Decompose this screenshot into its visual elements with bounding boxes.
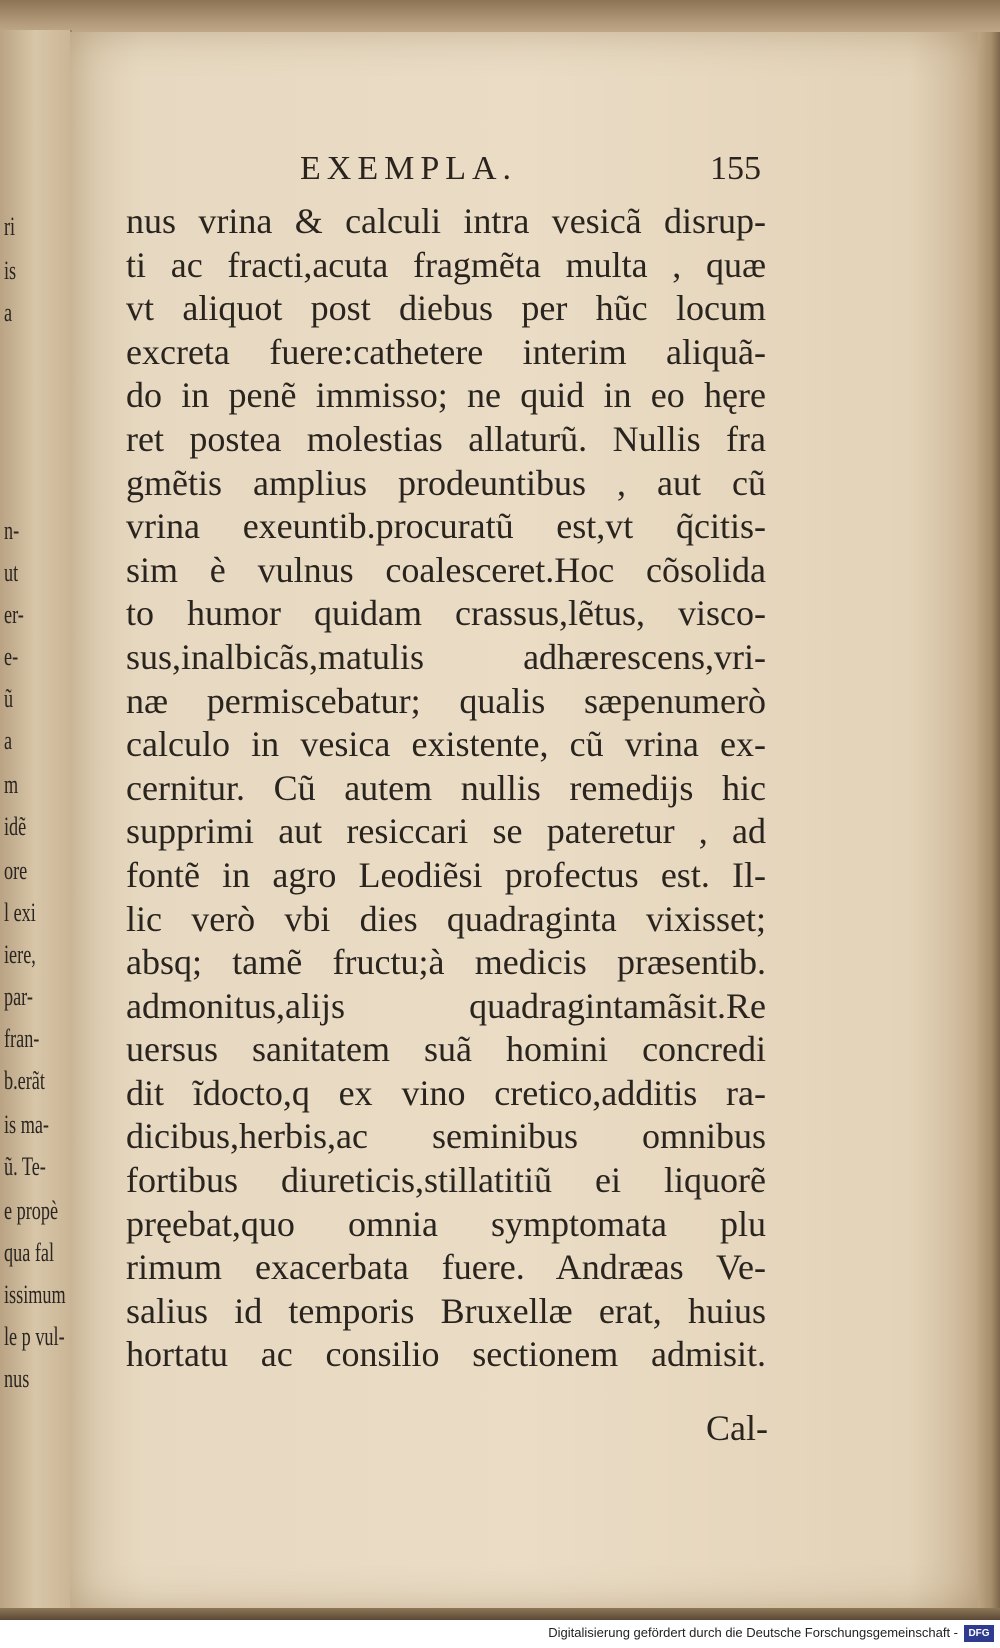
facing-page-fragment: ri bbox=[4, 212, 16, 241]
facing-page-fragment: le p vul- bbox=[4, 1322, 65, 1351]
text-line: calculo in vesica existente, cũ vrina ex- bbox=[126, 724, 766, 765]
facing-page-strip bbox=[0, 30, 72, 1610]
text-line: vrina exeuntib.procuratũ est,vt q̃citis- bbox=[126, 506, 766, 547]
text-line: sim è vulnus coalesceret.Hoc cõsolida bbox=[126, 549, 766, 590]
facing-page-fragment: e propè bbox=[4, 1196, 59, 1225]
text-line: ti ac fracti,acuta fragmẽta multa , quæ bbox=[126, 244, 766, 285]
text-line: næ permiscebatur; qualis sæpenumerò bbox=[126, 680, 766, 721]
facing-page-fragment: ut bbox=[4, 558, 19, 587]
facing-page-fragment: par- bbox=[4, 982, 33, 1011]
text-line: to humor quidam crassus,lẽtus, visco- bbox=[126, 593, 766, 634]
facing-page-fragment: fran- bbox=[4, 1024, 40, 1053]
text-line: nus vrina & calculi intra vesicã disrup- bbox=[126, 201, 766, 241]
facing-page-fragment: b.erãt bbox=[4, 1066, 45, 1095]
book-page bbox=[70, 32, 982, 1610]
facing-page-fragment: is bbox=[4, 256, 17, 285]
facing-page-fragment: n- bbox=[4, 516, 20, 545]
text-line: salius id temporis Bruxellæ erat, huius bbox=[126, 1290, 766, 1331]
text-line: do in penẽ immisso; ne quid in eo hęre bbox=[126, 375, 766, 416]
running-title: EXEMPLA. bbox=[300, 150, 518, 187]
facing-page-fragment: is ma- bbox=[4, 1110, 49, 1139]
text-line: ret postea molestias allaturũ. Nullis fra bbox=[126, 418, 766, 459]
text-line: cernitur. Cũ autem nullis remedijs hic bbox=[126, 767, 766, 808]
body-text bbox=[126, 200, 886, 1377]
facing-page-fragment: l exi bbox=[4, 898, 36, 927]
text-line: supprimi aut resiccari se pateretur , ad bbox=[126, 811, 766, 852]
facing-page-fragment: e- bbox=[4, 642, 19, 671]
facing-page-fragment: ũ. Te- bbox=[4, 1152, 46, 1181]
text-line: admonitus,alijs quadragintamãsit.Re bbox=[126, 985, 766, 1026]
text-line: absq; tamẽ fructu;à medicis præsentib. bbox=[126, 942, 766, 983]
facing-page-fragment: ore bbox=[4, 856, 28, 885]
facing-page-fragment: issimum bbox=[4, 1280, 66, 1309]
text-line: dit ĩdocto,q ex vino cretico,additis ra- bbox=[126, 1072, 766, 1113]
page-right-edge bbox=[978, 32, 1000, 1610]
catchword: Cal- bbox=[706, 1408, 768, 1448]
text-line: hortatu ac consilio sectionem admisit. bbox=[126, 1334, 766, 1375]
text-line: dicibus,herbis,ac seminibus omnibus bbox=[126, 1116, 766, 1157]
text-line: sus,inalbicãs,matulis adhærescens,vri- bbox=[126, 636, 766, 677]
page-header bbox=[70, 150, 982, 200]
facing-page-fragment: ũ bbox=[4, 684, 14, 713]
footer-bar bbox=[0, 1620, 1000, 1648]
text-line: gmẽtis amplius prodeuntibus , aut cũ bbox=[126, 462, 766, 503]
facing-page-fragment: a bbox=[4, 726, 13, 755]
facing-page-fragment: qua fal bbox=[4, 1238, 55, 1267]
text-line: vt aliquot post diebus per hũc locum bbox=[126, 288, 766, 329]
funding-credit: Digitalisierung gefördert durch die Deutsche Forschungsgemeinschaft - bbox=[548, 1625, 958, 1640]
text-line: lic verò vbi dies quadraginta vixisset; bbox=[126, 898, 766, 939]
facing-page-fragment: nus bbox=[4, 1364, 30, 1393]
facing-page-fragment: er- bbox=[4, 600, 24, 629]
text-line: pręebat,quo omnia symptomata plu bbox=[126, 1203, 766, 1244]
facing-page-fragment: iere, bbox=[4, 940, 36, 969]
text-line: rimum exacerbata fuere. Andræas Ve- bbox=[126, 1247, 766, 1288]
text-line: excreta fuere:cathetere interim aliquã- bbox=[126, 331, 766, 372]
dfg-logo: DFG bbox=[964, 1625, 994, 1642]
facing-page-fragment: m bbox=[4, 770, 19, 799]
text-line: fontẽ in agro Leodiẽsi profectus est. Il- bbox=[126, 854, 766, 895]
facing-page-fragment: idẽ bbox=[4, 812, 27, 841]
text-line: uersus sanitatem suã homini concredi bbox=[126, 1029, 766, 1070]
page-number: 155 bbox=[710, 150, 761, 187]
text-line: fortibus diureticis,stillatitiũ ei liquorẽ bbox=[126, 1160, 766, 1201]
book-bottom-edge bbox=[0, 1608, 1000, 1620]
facing-page-fragment: a bbox=[4, 298, 13, 327]
